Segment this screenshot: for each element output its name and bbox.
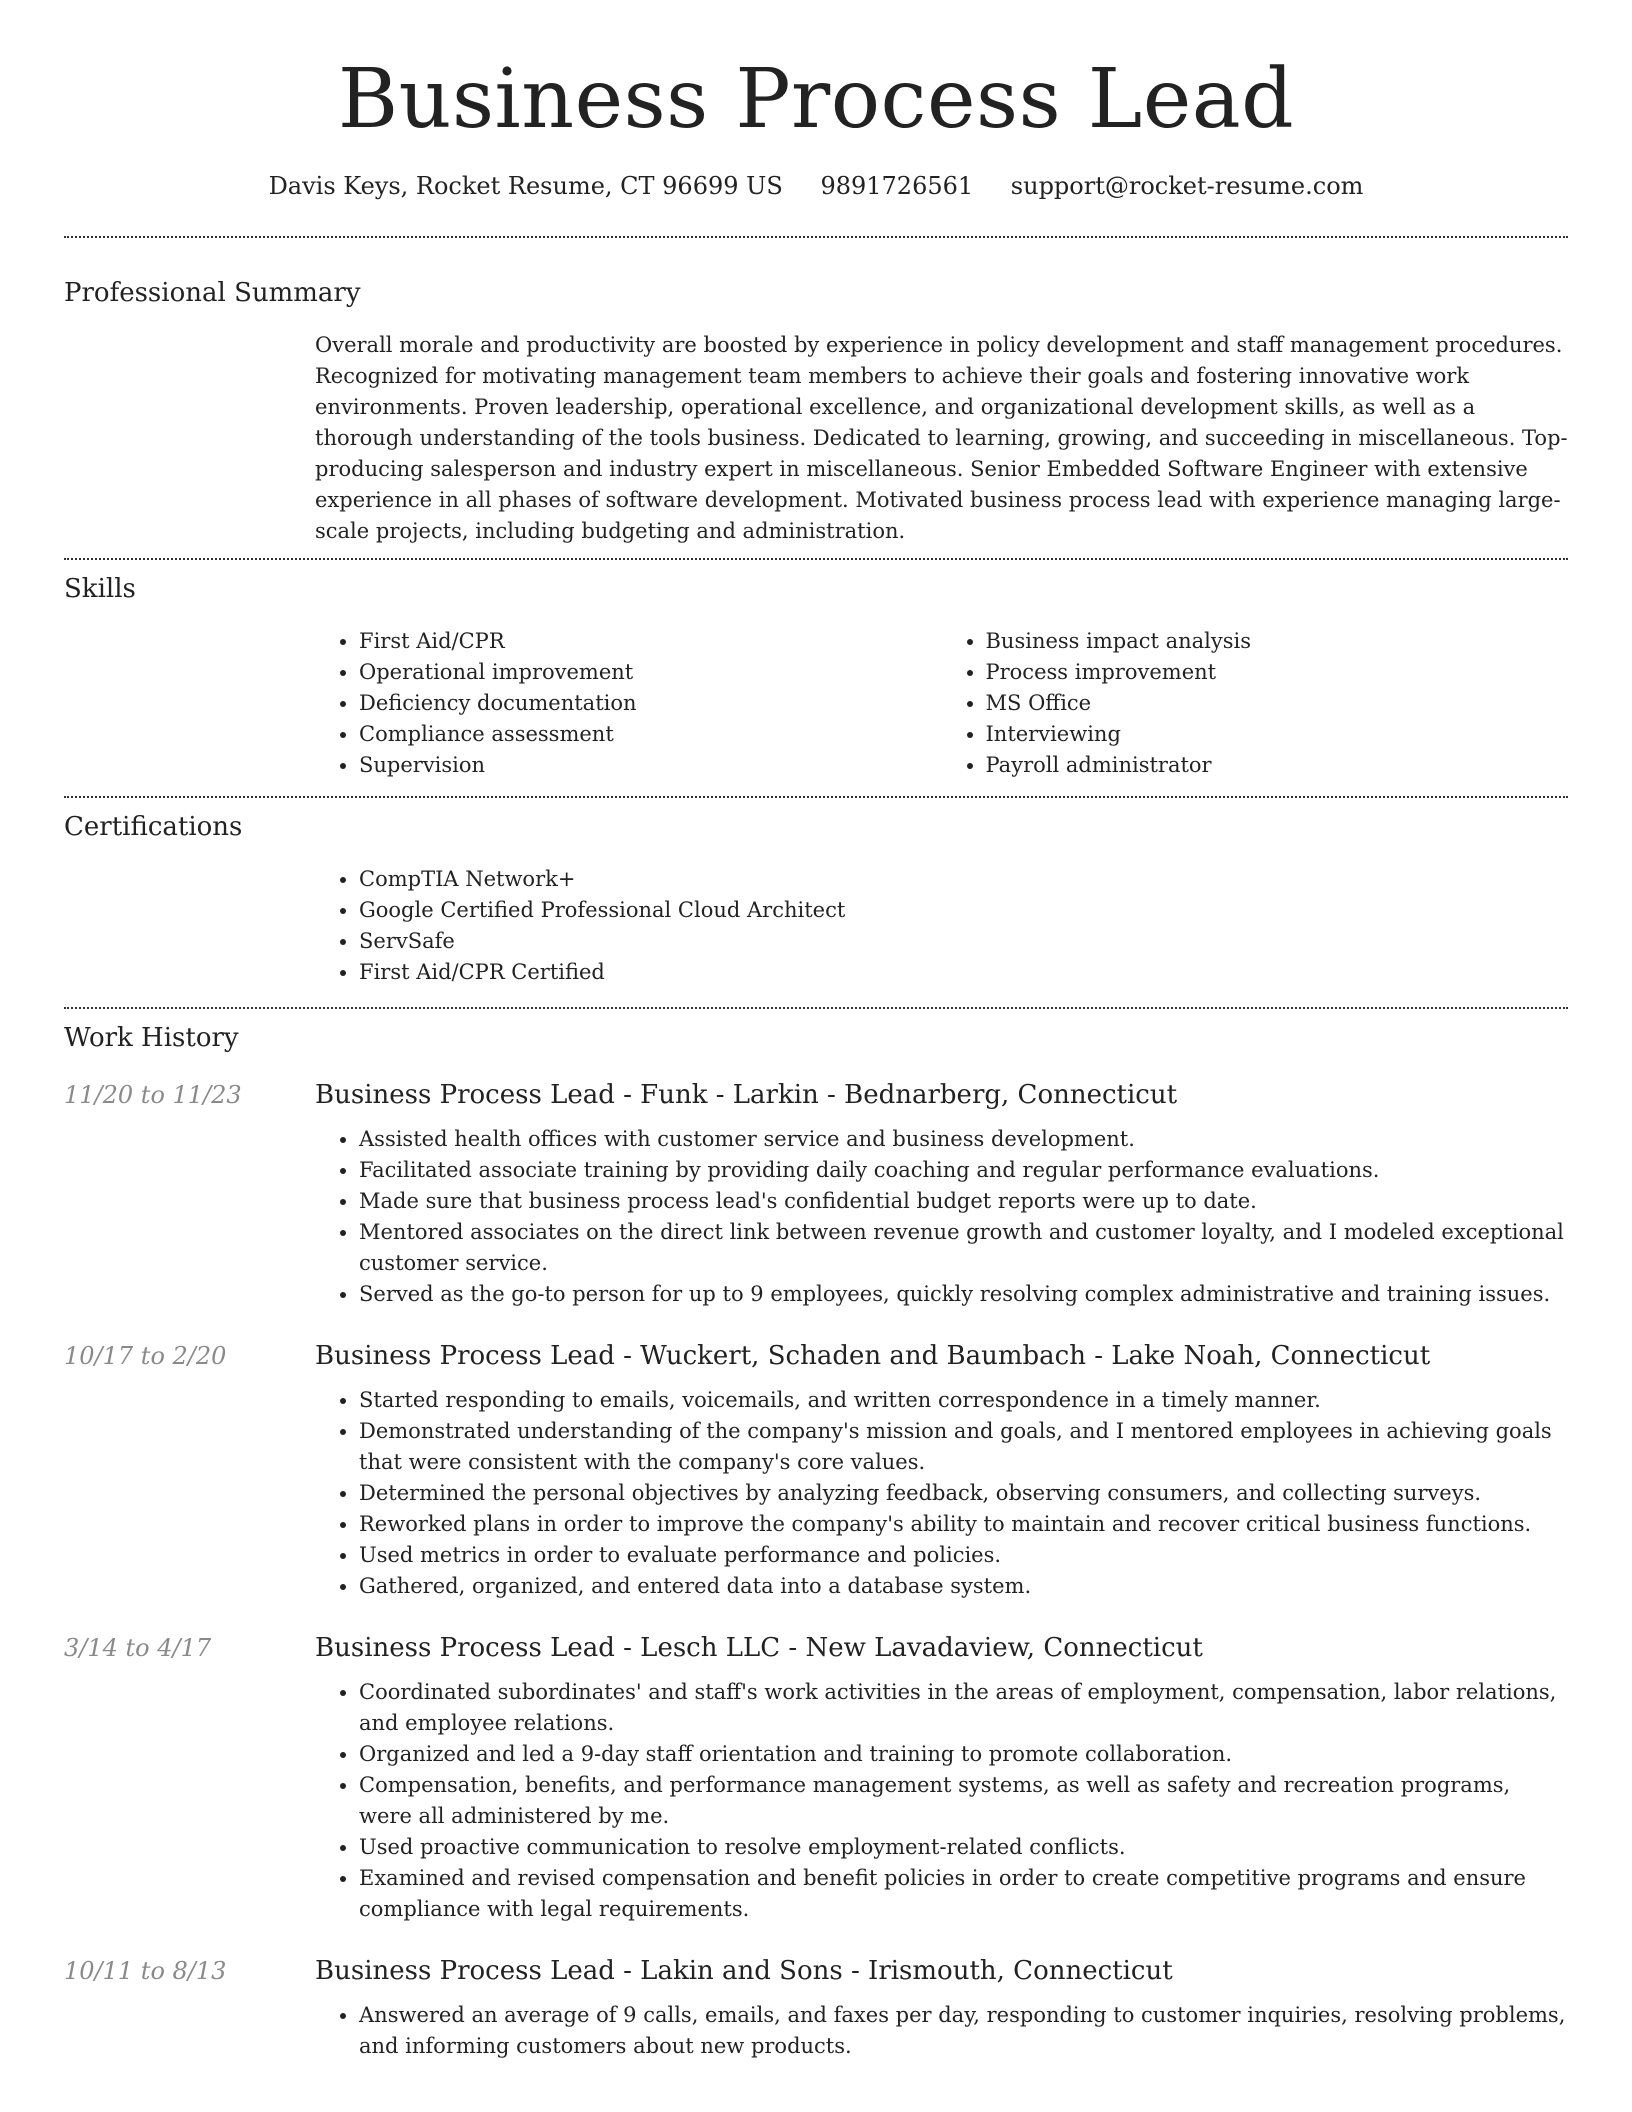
certifications-list bbox=[315, 864, 1568, 988]
job-header bbox=[64, 1631, 1568, 1665]
divider bbox=[64, 236, 1568, 238]
list-item: • Compliance assessment bbox=[359, 719, 942, 750]
list-item: • Gathered, organized, and entered data into a database system. bbox=[359, 1571, 1568, 1602]
job-title: Business Process Lead - Funk - Larkin - Bednarberg, Connecticut bbox=[315, 1080, 1178, 1110]
list-item: • Reworked plans in order to improve the company's ability to maintain and recover critical business functions. bbox=[359, 1509, 1568, 1540]
job-dates: 10/11 to 8/13 bbox=[64, 1957, 227, 1985]
list-item: • Assisted health offices with customer service and business development. bbox=[359, 1124, 1568, 1155]
job-entry bbox=[64, 1954, 1568, 2062]
job-title: Business Process Lead - Lesch LLC - New Lavadaview, Connecticut bbox=[315, 1633, 1203, 1663]
section-title-skills: Skills bbox=[64, 574, 136, 604]
list-item: • Coordinated subordinates' and staff's work activities in the areas of employment, compensation, labor relations, and employee relations. bbox=[359, 1677, 1568, 1739]
job-dates: 11/20 to 11/23 bbox=[64, 1081, 242, 1109]
list-item: • CompTIA Network+ bbox=[359, 864, 1568, 895]
job-entry bbox=[64, 1631, 1568, 1925]
list-item: • Used metrics in order to evaluate performance and policies. bbox=[359, 1540, 1568, 1571]
certifications-section bbox=[64, 810, 1568, 988]
list-item: • Google Certified Professional Cloud Architect bbox=[359, 895, 1568, 926]
contact-phone: 9891726561 bbox=[820, 172, 974, 200]
list-item: • Deficiency documentation bbox=[359, 688, 942, 719]
summary-section bbox=[64, 276, 1568, 547]
list-item: • Mentored associates on the direct link between revenue growth and customer loyalty, and I modeled exceptional customer service. bbox=[359, 1217, 1568, 1279]
contact-line bbox=[64, 170, 1568, 202]
job-title: Business Process Lead - Wuckert, Schaden and Baumbach - Lake Noah, Connecticut bbox=[315, 1341, 1431, 1371]
job-title: Business Process Lead - Lakin and Sons - Irismouth, Connecticut bbox=[315, 1956, 1173, 1986]
divider bbox=[64, 796, 1568, 798]
resume-page bbox=[64, 0, 1568, 2062]
job-dates: 3/14 to 4/17 bbox=[64, 1634, 212, 1662]
job-header bbox=[64, 1078, 1568, 1112]
list-item: • Compensation, benefits, and performance management systems, as well as safety and recreation programs, were all administered by me. bbox=[359, 1770, 1568, 1832]
job-header bbox=[64, 1954, 1568, 1988]
job-dates: 10/17 to 2/20 bbox=[64, 1342, 227, 1370]
list-item: • Demonstrated understanding of the company's mission and goals, and I mentored employees in achieving goals that were consistent with the company's core values. bbox=[359, 1416, 1568, 1478]
contact-address: Davis Keys, Rocket Resume, CT 96699 US bbox=[268, 172, 783, 200]
list-item: • Supervision bbox=[359, 750, 942, 781]
summary-text: Overall morale and productivity are boosted by experience in policy development and staff management procedures. Recognized for motivating management team members to achieve their goals and fostering innovative work environments. Proven leadership, operational excellence, and organizational development skills, as well as a thorough understanding of the tools business. Dedicated to learning, growing, and succeeding in miscellaneous. Top-producing salesperson and industry expert in miscellaneous. Senior Embedded Software Engineer with extensive experience in all phases of software development. Motivated business process lead with experience managing large-scale projects, including budgeting and administration. bbox=[315, 333, 1568, 543]
section-title-certifications: Certifications bbox=[64, 812, 243, 842]
job-bullets bbox=[315, 1385, 1568, 1602]
contact-email: support@rocket-resume.com bbox=[1010, 172, 1364, 200]
job-header bbox=[64, 1339, 1568, 1373]
skills-list-left bbox=[315, 626, 942, 781]
list-item: • MS Office bbox=[986, 688, 1569, 719]
list-item: • Business impact analysis bbox=[986, 626, 1569, 657]
list-item: • Answered an average of 9 calls, emails, and faxes per day, responding to customer inquiries, resolving problems, and informing customers about new products. bbox=[359, 2000, 1568, 2062]
list-item: • Examined and revised compensation and benefit policies in order to create competitive programs and ensure compliance with legal requirements. bbox=[359, 1863, 1568, 1925]
certifications-block bbox=[315, 864, 1568, 988]
job-bullets bbox=[315, 1124, 1568, 1310]
list-item: • First Aid/CPR Certified bbox=[359, 957, 1568, 988]
skills-section bbox=[64, 572, 1568, 781]
list-item: • Process improvement bbox=[986, 657, 1569, 688]
list-item: • Operational improvement bbox=[359, 657, 942, 688]
list-item: • Payroll administrator bbox=[986, 750, 1569, 781]
work-history-section bbox=[64, 1021, 1568, 2062]
job-entry bbox=[64, 1078, 1568, 1310]
list-item: • Used proactive communication to resolve employment-related conflicts. bbox=[359, 1832, 1568, 1863]
list-item: • First Aid/CPR bbox=[359, 626, 942, 657]
resume-name: Business Process Lead bbox=[337, 52, 1295, 147]
list-item: • Served as the go-to person for up to 9 employees, quickly resolving complex administrative and training issues. bbox=[359, 1279, 1568, 1310]
list-item: • Interviewing bbox=[986, 719, 1569, 750]
list-item: • Organized and led a 9-day staff orientation and training to promote collaboration. bbox=[359, 1739, 1568, 1770]
job-entry bbox=[64, 1339, 1568, 1602]
job-bullets bbox=[315, 1677, 1568, 1925]
divider bbox=[64, 1007, 1568, 1009]
list-item: • Facilitated associate training by providing daily coaching and regular performance evaluations. bbox=[359, 1155, 1568, 1186]
list-item: • Made sure that business process lead's confidential budget reports were up to date. bbox=[359, 1186, 1568, 1217]
job-bullets bbox=[315, 2000, 1568, 2062]
skills-list-right bbox=[942, 626, 1569, 781]
section-title-summary: Professional Summary bbox=[64, 278, 361, 308]
divider bbox=[64, 558, 1568, 560]
list-item: • Determined the personal objectives by analyzing feedback, observing consumers, and collecting surveys. bbox=[359, 1478, 1568, 1509]
skills-grid bbox=[315, 626, 1568, 781]
list-item: • Started responding to emails, voicemails, and written correspondence in a timely manner. bbox=[359, 1385, 1568, 1416]
list-item: • ServSafe bbox=[359, 926, 1568, 957]
section-title-work-history: Work History bbox=[64, 1023, 239, 1053]
